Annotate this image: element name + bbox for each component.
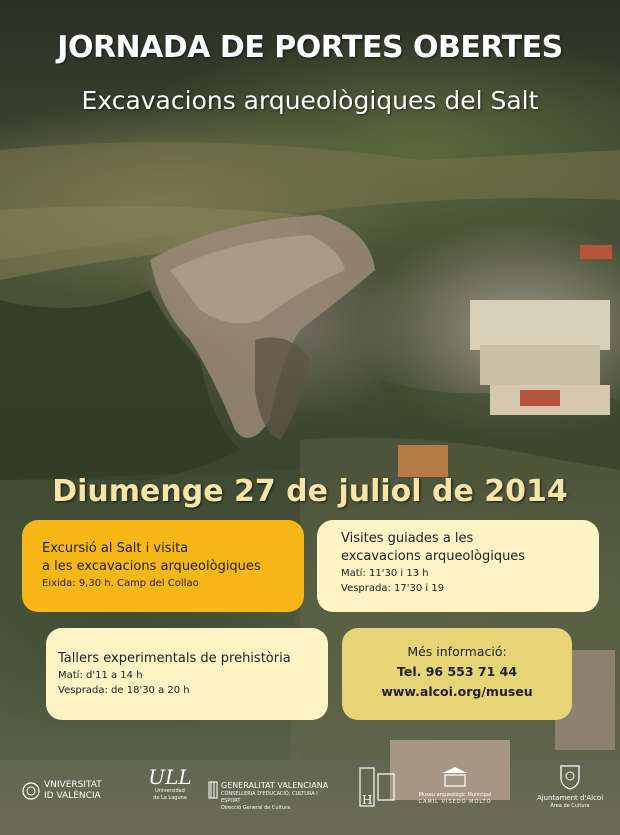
workshops-morning: Matí: d'11 a 14 h xyxy=(58,670,143,681)
workshops-box xyxy=(46,628,328,720)
uv-line2: ID VALÈNCIA xyxy=(44,791,101,801)
gv-line2: CONSELLERIA D'EDUCACIÓ, CULTURA I ESPORT xyxy=(221,791,318,804)
monastery-building xyxy=(470,300,610,350)
university-seal-icon xyxy=(22,782,40,800)
house-near-cliff xyxy=(398,445,448,477)
excursion-title-line1: Excursió al Salt i visita xyxy=(42,541,189,556)
visits-title-line1: Visites guiades a les xyxy=(341,531,474,546)
info-heading: Més informació: xyxy=(407,644,507,659)
svg-text:H: H xyxy=(362,793,373,807)
gv-line1: GENERALITAT VALENCIANA xyxy=(221,781,329,790)
info-phone: Tel. 96 553 71 44 xyxy=(396,664,518,679)
museu-alcoi-logo xyxy=(400,766,510,806)
workshops-evening: Vesprada: de 18'30 a 20 h xyxy=(58,685,190,696)
event-date: Diumenge 27 de juliol de 2014 xyxy=(52,474,568,509)
excursion-box xyxy=(22,520,304,612)
city-shield-icon xyxy=(559,764,581,790)
generalitat-emblem-icon xyxy=(208,781,218,799)
ull-logo xyxy=(140,766,200,802)
ull-mark: ULL xyxy=(148,765,192,789)
info-website[interactable]: www.alcoi.org/museu xyxy=(381,684,533,699)
ull-line1: Universidad xyxy=(155,788,185,794)
poster-subtitle: Excavacions arqueològiques del Salt xyxy=(81,86,539,115)
visits-morning: Matí: 11'30 i 13 h xyxy=(341,568,429,579)
calligraphic-emblem-logo xyxy=(358,766,398,808)
excursion-detail: Eixida: 9,30 h. Camp del Collao xyxy=(42,578,199,589)
visits-evening: Vesprada: 17'30 i 19 xyxy=(341,583,445,594)
ajuntament-line2: Àrea de Cultura xyxy=(550,803,590,809)
visits-title-line2: excavacions arqueològiques xyxy=(341,549,526,564)
ull-line2: de La Laguna xyxy=(153,795,187,801)
poster-title: JORNADA DE PORTES OBERTES xyxy=(57,30,563,65)
workshops-title: Tallers experimentals de prehistòria xyxy=(58,651,291,666)
ajuntament-alcoi-logo xyxy=(530,764,610,810)
museu-line2: CAMIL VISEDO MOLTÓ xyxy=(418,799,492,805)
red-roof-house xyxy=(520,390,560,406)
sponsor-logos xyxy=(0,760,620,835)
excursion-title-line2: a les excavacions arqueològiques xyxy=(42,559,261,574)
guided-visits-box xyxy=(317,520,599,612)
uv-line1: VNIVERSITAT xyxy=(44,780,102,790)
red-roof-house xyxy=(580,245,612,259)
gv-line3: Direcció General de Cultura xyxy=(221,805,291,811)
info-box xyxy=(342,628,572,720)
ajuntament-line1: Ajuntament d'Alcoi xyxy=(536,794,604,802)
museu-line1: Museu arqueològic Municipal xyxy=(418,792,492,798)
museum-building-icon xyxy=(442,766,468,788)
calligraphy-emblem-icon xyxy=(358,766,398,808)
monastery-wing xyxy=(480,345,600,385)
